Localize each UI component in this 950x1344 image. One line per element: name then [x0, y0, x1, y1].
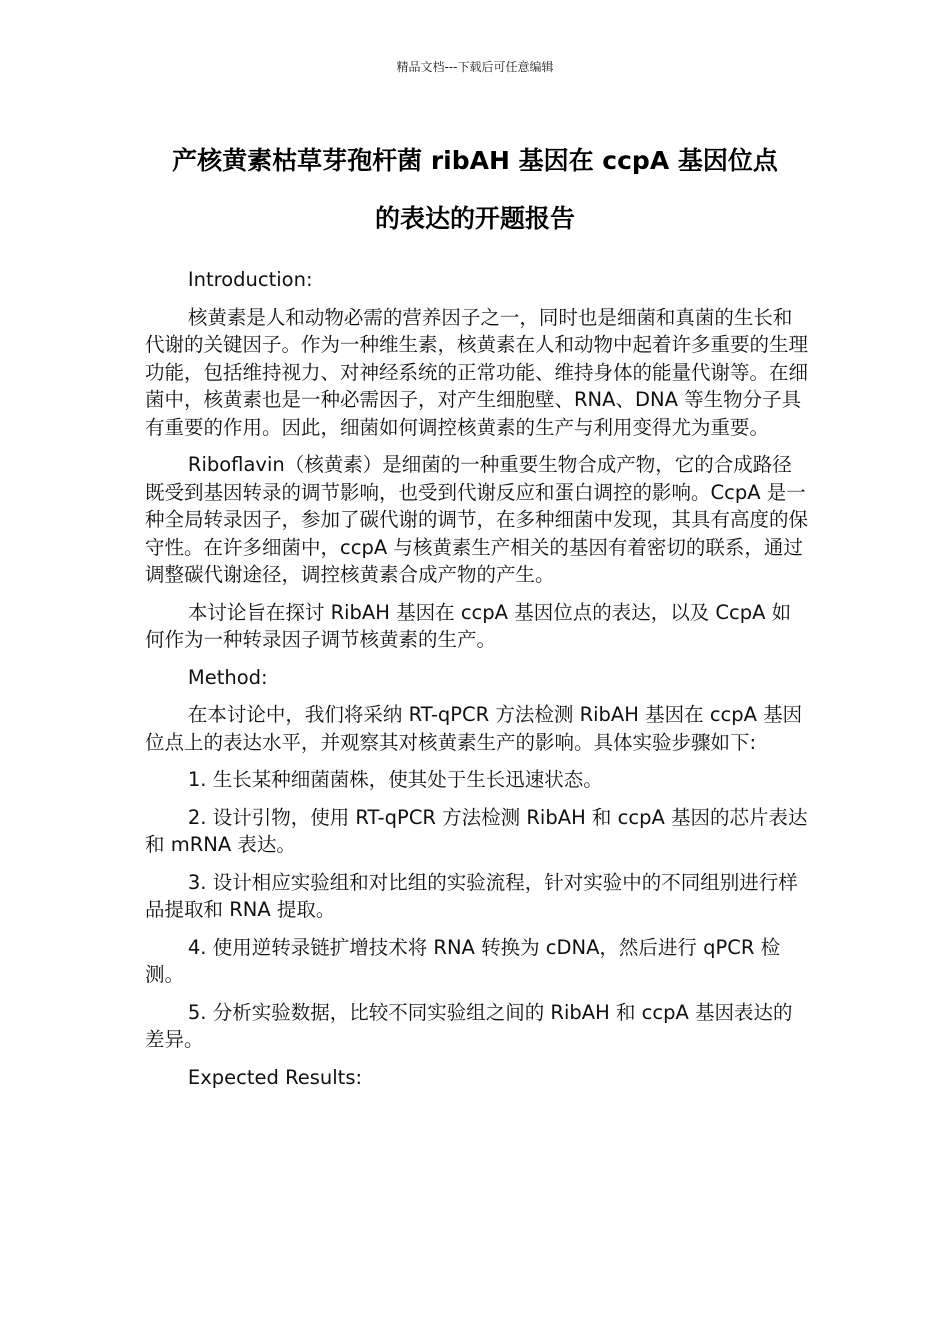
document-title — [130, 132, 820, 248]
introduction-heading: Introduction: — [187, 268, 313, 291]
title-line-1: 产核黄素枯草芽孢杆菌 ribAH 基因在 ccpA 基因位点 — [172, 146, 778, 175]
method-heading: Method: — [187, 665, 268, 689]
intro-paragraph-2: Riboflavin（核黄素）是细菌的一种重要生物合成产物，它的合成路径既受到基因转录的调节影响，也受到代谢反应和蛋白调控的影响。CcpA 是一种全局转录因子，参加了碳代谢的调节，在多种细菌中发现，其具有高度的保守性。在许多细菌中，ccpA 与核黄素生产相关的基因有着密切的联系，通过调整碳代谢途径，调控核黄素合成产物的产生。 — [145, 453, 809, 586]
intro-paragraph-3: 本讨论旨在探讨 RibAH 基因在 ccpA 基因位点的表达，以及 CcpA 如何作为一种转录因子调节核黄素的生产。 — [145, 600, 792, 651]
title-line-2: 的表达的开题报告 — [374, 204, 575, 233]
method-step-3: 3. 设计相应实验组和对比组的实验流程，针对实验中的不同组别进行样品提取和 RNA 提取。 — [145, 870, 798, 921]
method-step-2: 2. 设计引物，使用 RT-qPCR 方法检测 RibAH 和 ccpA 基因的芯片表达和 mRNA 表达。 — [145, 805, 808, 856]
header-note: 精品文档---下载后可任意编辑 — [396, 60, 554, 74]
intro-paragraph-1: 核黄素是人和动物必需的营养因子之一，同时也是细菌和真菌的生长和代谢的关键因子。作为一种维生素，核黄素在人和动物中起着许多重要的生理功能，包括维持视力、对神经系统的正常功能、维持身体的能量代谢等。在细菌中，核黄素也是一种必需因子，对产生细胞壁、RNA、DNA 等生物分子具有重要的作用。因此，细菌如何调控核黄素的生产与利用变得尤为重要。 — [145, 305, 809, 439]
expected-results-heading: Expected Results: — [187, 1065, 363, 1089]
method-step-4: 4. 使用逆转录链扩增技术将 RNA 转换为 cDNA，然后进行 qPCR 检测。 — [145, 935, 781, 986]
method-step-1: 1. 生长某种细菌菌株，使其处于生长迅速状态。 — [187, 768, 603, 791]
document-body — [145, 266, 810, 1101]
method-paragraph-1: 在本讨论中，我们将采纳 RT-qPCR 方法检测 RibAH 基因在 ccpA 基因位点上的表达水平，并观察其对核黄素生产的影响。具体实验步骤如下: — [145, 703, 803, 754]
method-step-5: 5. 分析实验数据，比较不同实验组之间的 RibAH 和 ccpA 基因表达的差异。 — [145, 1000, 793, 1051]
